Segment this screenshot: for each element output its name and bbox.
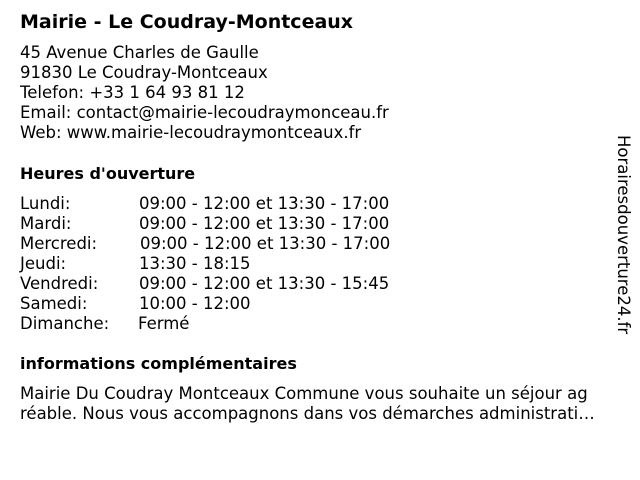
additional-info-heading: informations complémentaires [20,354,297,373]
day-label: Vendredi: [20,274,99,293]
time-value: 09:00 - 12:00 et 13:30 - 17:00 [140,234,391,253]
hours-row-friday [20,274,440,294]
time-value: 09:00 - 12:00 et 13:30 - 17:00 [139,214,390,233]
day-label: Dimanche: [20,314,110,333]
time-value: 09:00 - 12:00 et 13:30 - 15:45 [139,274,390,293]
time-value: 09:00 - 12:00 et 13:30 - 17:00 [139,194,390,213]
day-label: Lundi: [20,194,71,213]
address-city: 91830 Le Coudray-Montceaux [20,63,268,82]
phone-line: Telefon: +33 1 64 93 81 12 [20,83,245,102]
time-value: 10:00 - 12:00 [139,294,251,313]
hours-row-thursday [20,254,440,274]
day-label: Mardi: [20,214,72,233]
day-label: Mercredi: [20,234,98,253]
time-value: Fermé [138,314,190,333]
page-title: Mairie - Le Coudray-Montceaux [20,11,354,33]
hours-row-saturday [20,294,440,314]
site-watermark [612,135,634,343]
description-text [20,384,628,424]
web-line: Web: www.mairie-lecoudraymontceaux.fr [20,123,362,142]
hours-row-tuesday [20,214,440,234]
address-street: 45 Avenue Charles de Gaulle [20,43,259,62]
opening-hours-table [20,194,440,334]
email-line: Email: contact@mairie-lecoudraymonceau.fr [20,103,389,122]
hours-row-wednesday [20,234,440,254]
day-label: Jeudi: [20,254,67,273]
time-value: 13:30 - 18:15 [139,254,251,273]
opening-hours-heading: Heures d'ouverture [20,164,196,183]
hours-row-sunday [20,314,440,334]
description-line: réable. Nous vous accompagnons dans vos démarches administrati… [20,404,595,423]
description-line: Mairie Du Coudray Montceaux Commune vous souhaite un séjour ag [20,384,588,403]
watermark-text: Horairesdouverture24.fr [614,135,633,335]
day-label: Samedi: [20,294,88,313]
contact-block [20,43,389,143]
hours-row-monday [20,194,440,214]
